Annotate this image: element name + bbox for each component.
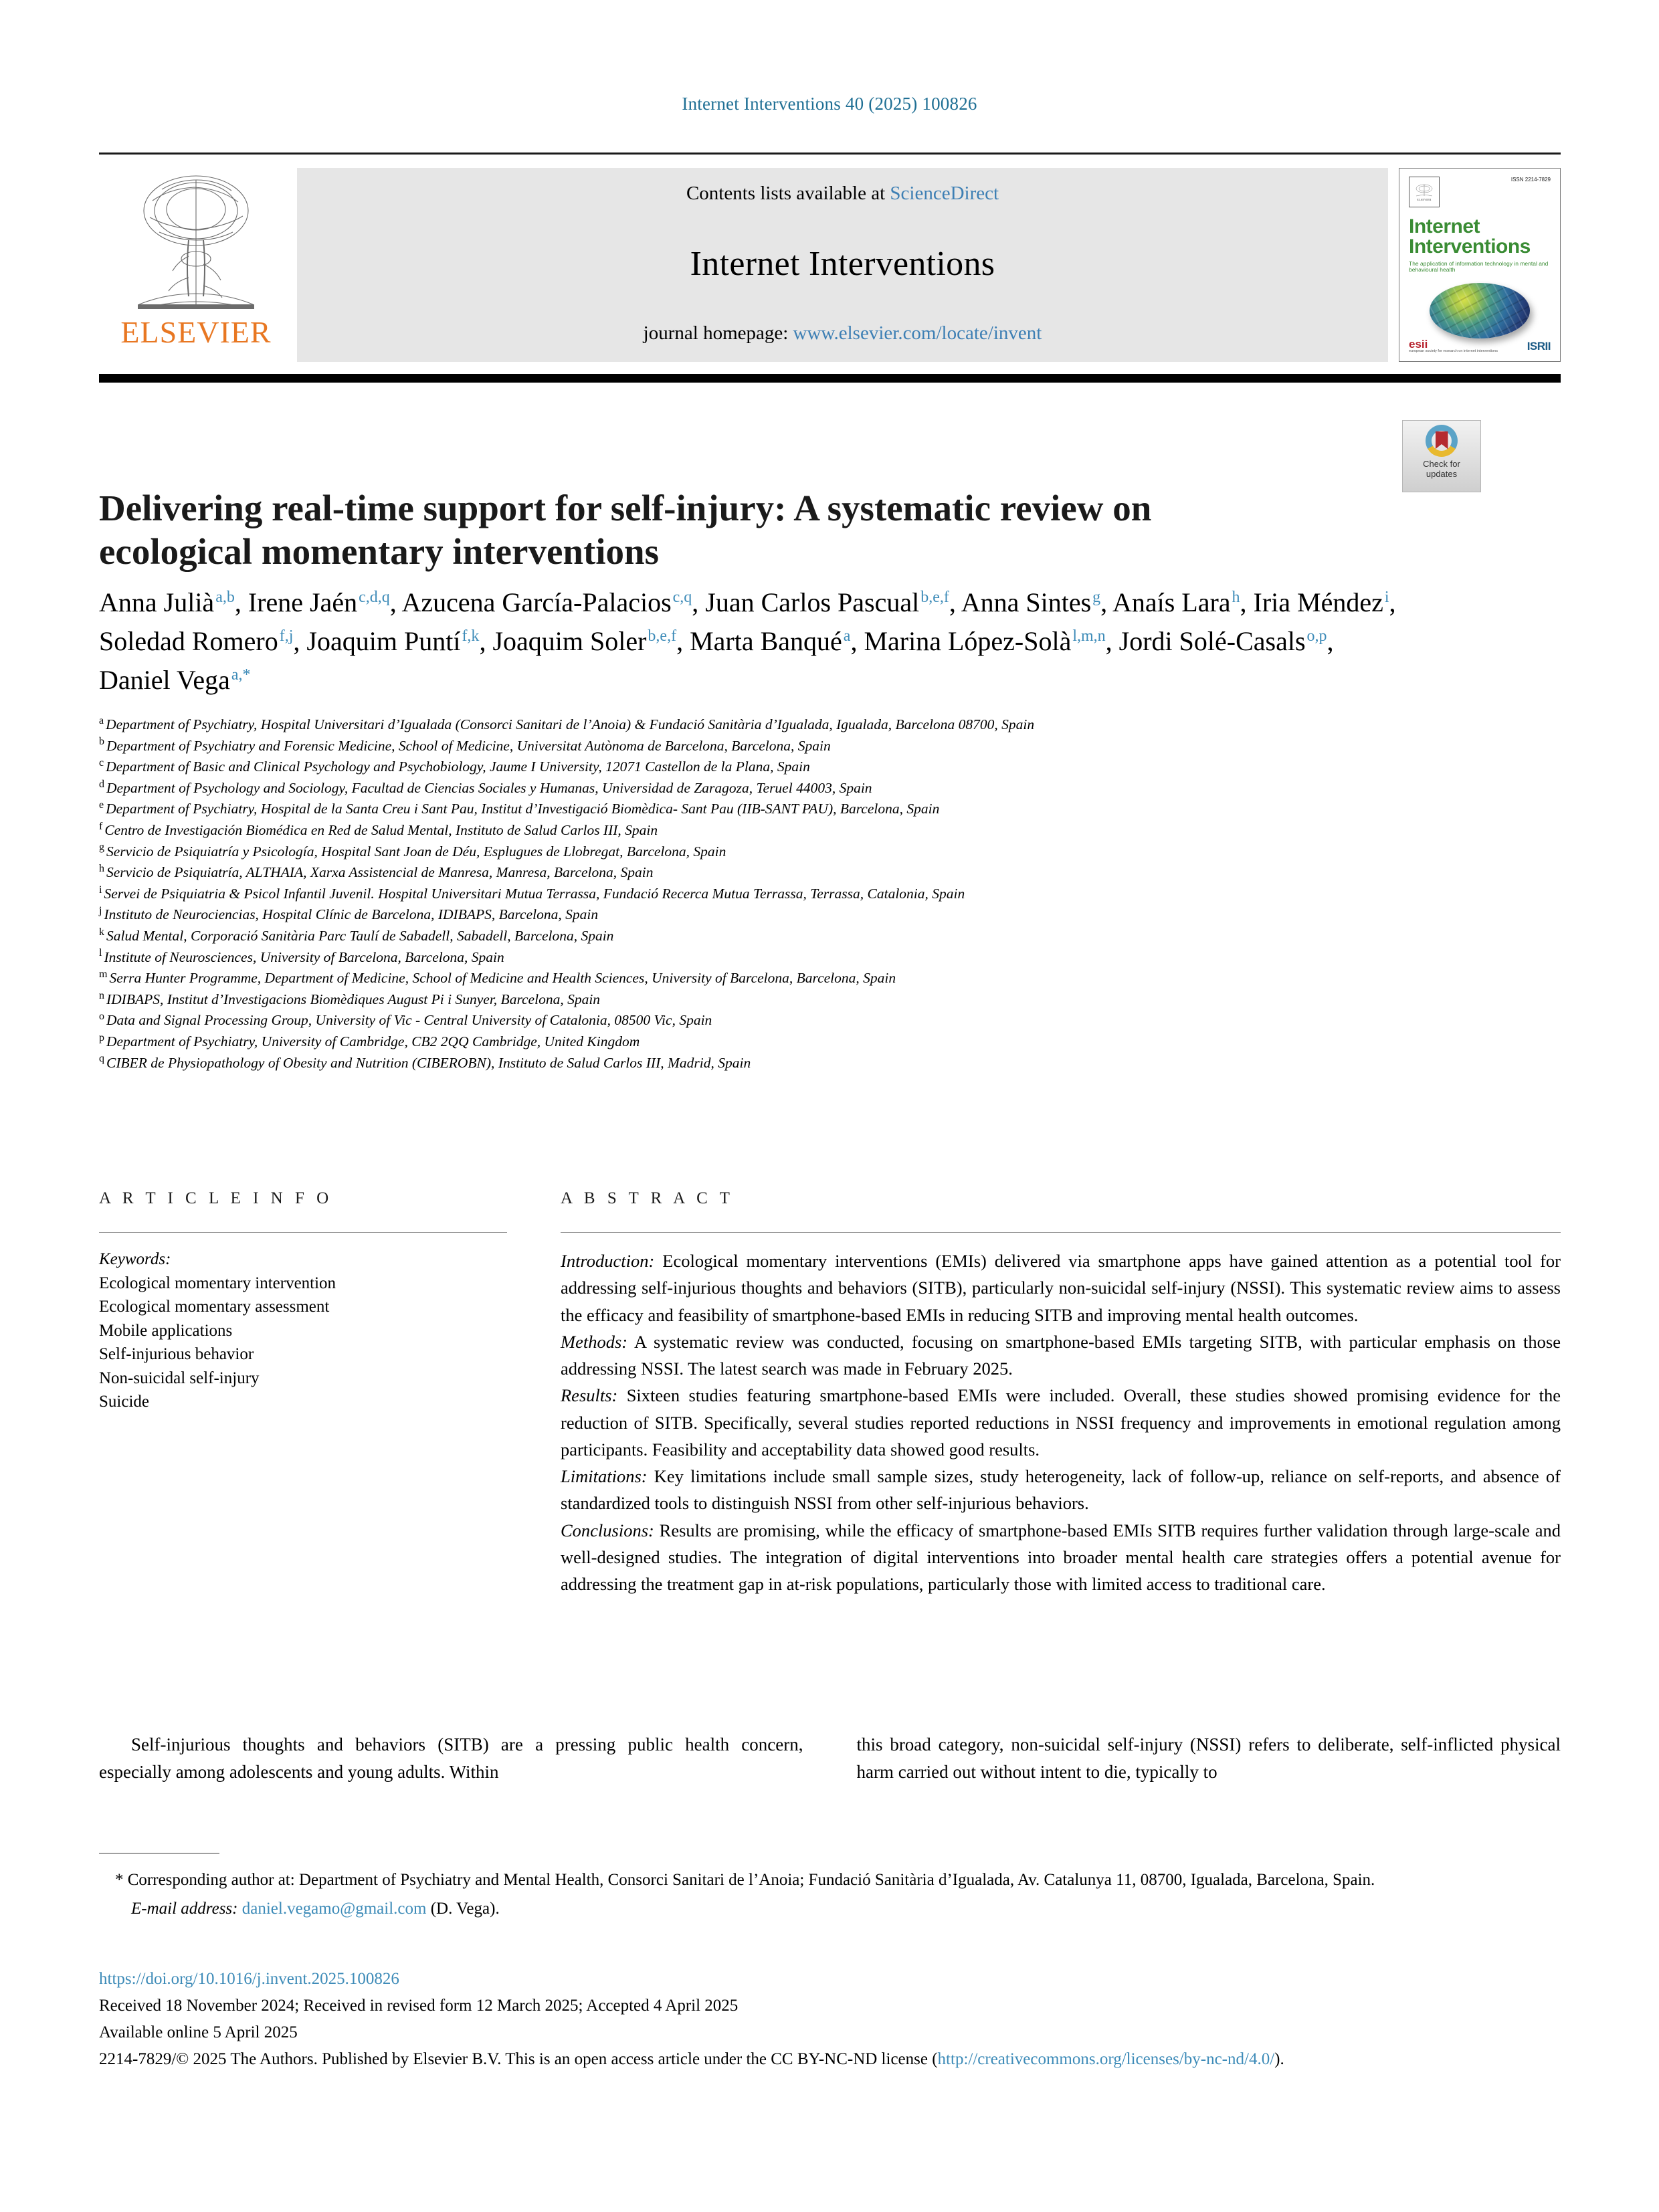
article-info-rule bbox=[99, 1232, 507, 1233]
elsevier-tree-icon bbox=[132, 171, 260, 314]
affiliation-item bbox=[99, 757, 1504, 778]
body-column-right bbox=[857, 1731, 1561, 1785]
abstract-section-text: Ecological momentary interventions (EMIs) delivered via smartphone apps have gained attention as a potential tool for addressing self-injurious thoughts and behaviors (SITB), particularly non-suicidal self-injury (NSSI). This systematic review aims to assess the efficacy and feasibility of smartphone-based EMIs in reducing SITB and improving mental health outcomes. bbox=[561, 1251, 1561, 1325]
abstract-column bbox=[561, 1189, 1561, 1597]
abstract-section-label: Limitations: bbox=[561, 1466, 648, 1487]
corresponding-author-footnote bbox=[99, 1868, 1561, 1921]
author-separator: , bbox=[1105, 626, 1119, 656]
affiliation-item bbox=[99, 862, 1504, 884]
affiliation-item bbox=[99, 926, 1504, 947]
author-name: Soledad Romero bbox=[99, 626, 278, 656]
crossmark-line2: updates bbox=[1426, 468, 1458, 479]
affiliation-item bbox=[99, 947, 1504, 969]
affiliation-marker: i bbox=[99, 884, 102, 896]
author-separator: , bbox=[692, 587, 706, 617]
crossmark-line1: Check for bbox=[1423, 459, 1460, 469]
affiliation-text: Servicio de Psiquiatría y Psicología, Hospital Sant Joan de Déu, Esplugues de Llobregat, Barcelona, Spain bbox=[106, 843, 726, 860]
author-separator: , bbox=[850, 626, 864, 656]
body-paragraph-right: this broad category, non-suicidal self-injury (NSSI) refers to deliberate, self-inflicted physical harm carried out without intent to die, typically to bbox=[856, 1734, 1561, 1782]
author-name: Jordi Solé-Casals bbox=[1118, 626, 1306, 656]
affiliation-text: IDIBAPS, Institut d’Investigacions Biomèdiques August Pi i Sunyer, Barcelona, Spain bbox=[106, 991, 601, 1007]
abstract-section-label: Results: bbox=[561, 1385, 618, 1406]
affiliation-marker: d bbox=[99, 778, 104, 790]
affiliation-marker: f bbox=[99, 820, 103, 832]
author-affiliation-marker: f,j bbox=[279, 627, 294, 645]
affiliation-item bbox=[99, 799, 1504, 820]
esii-logo bbox=[1409, 338, 1498, 354]
affiliation-item bbox=[99, 778, 1504, 799]
affiliation-marker: k bbox=[99, 926, 104, 938]
affiliation-item bbox=[99, 1031, 1504, 1053]
author-affiliation-marker: i bbox=[1384, 588, 1389, 606]
affiliation-marker: o bbox=[99, 1011, 104, 1023]
author-name: Anaís Lara bbox=[1112, 587, 1231, 617]
journal-masthead bbox=[99, 153, 1561, 383]
author-list bbox=[99, 583, 1410, 700]
cover-issn: ISSN 2214-7829 bbox=[1510, 177, 1551, 183]
affiliation-text: CIBER de Physiopathology of Obesity and Nutrition (CIBEROBN), Instituto de Salud Carlos III, Madrid, Spain bbox=[106, 1054, 751, 1071]
affiliation-item bbox=[99, 968, 1504, 989]
keywords-label: Keywords: bbox=[99, 1250, 171, 1268]
cover-title-line1: Internet bbox=[1409, 215, 1480, 237]
affiliation-text: Servei de Psiquiatria & Psicol Infantil Juvenil. Hospital Universitari Mutua Terrassa, Fundació Recerca Mutua Terrassa, Terrassa, Catalonia, Spain bbox=[104, 885, 965, 902]
license-link[interactable]: http://creativecommons.org/licenses/by-nc-nd/4.0/ bbox=[937, 2050, 1275, 2068]
author-separator: , bbox=[949, 587, 961, 617]
author-name: Irene Jaén bbox=[248, 587, 358, 617]
abstract-section-label: Methods: bbox=[561, 1331, 628, 1352]
author-affiliation-marker: l,m,n bbox=[1072, 627, 1106, 645]
journal-homepage-line bbox=[644, 322, 1042, 344]
author-affiliation-marker: a bbox=[843, 627, 851, 645]
elsevier-wordmark: ELSEVIER bbox=[120, 315, 272, 349]
affiliation-marker: h bbox=[99, 863, 104, 874]
affiliation-item bbox=[99, 904, 1504, 926]
author-name: Daniel Vega bbox=[99, 665, 230, 695]
masthead-top-rule bbox=[99, 153, 1561, 155]
doi-link[interactable]: https://doi.org/10.1016/j.invent.2025.100826 bbox=[99, 1970, 399, 1988]
journal-title: Internet Interventions bbox=[690, 244, 995, 283]
affiliation-marker: q bbox=[99, 1053, 104, 1065]
abstract-section bbox=[561, 1517, 1561, 1598]
copyright-text-before: 2214-7829/© 2025 The Authors. Published by Elsevier B.V. This is an open access article under the CC BY-NC-ND license ( bbox=[99, 2050, 938, 2068]
keyword-item: Ecological momentary intervention bbox=[99, 1274, 336, 1292]
author-name: Joaquim Soler bbox=[492, 626, 647, 656]
author-name: Iria Méndez bbox=[1253, 587, 1383, 617]
cover-title bbox=[1409, 217, 1551, 257]
author-separator: , bbox=[234, 587, 248, 617]
affiliation-marker: c bbox=[99, 757, 104, 769]
affiliation-item bbox=[99, 820, 1504, 841]
author-affiliation-marker: c,d,q bbox=[359, 588, 390, 606]
cover-tree-icon bbox=[1414, 183, 1434, 198]
affiliation-text: Department of Psychology and Sociology, Facultad de Ciencias Sociales y Humanas, Universidad de Zaragoza, Teruel 44003, Spain bbox=[106, 779, 872, 796]
author-name: Marta Banqué bbox=[690, 626, 842, 656]
affiliation-marker: j bbox=[99, 905, 102, 917]
affiliation-text: Department of Psychiatry, University of Cambridge, CB2 2QQ Cambridge, United Kingdom bbox=[106, 1033, 640, 1049]
affiliation-text: Institute of Neurosciences, University of Barcelona, Barcelona, Spain bbox=[104, 948, 504, 965]
copyright-line bbox=[99, 2047, 1561, 2072]
affiliation-item bbox=[99, 1010, 1504, 1031]
abstract-heading: A B S T R A C T bbox=[561, 1189, 734, 1207]
abstract-section bbox=[561, 1328, 1561, 1383]
keyword-item: Mobile applications bbox=[99, 1321, 233, 1340]
affiliation-text: Servicio de Psiquiatría, ALTHAIA, Xarxa Assistencial de Manresa, Manresa, Barcelona, Spain bbox=[106, 864, 654, 881]
cover-elsevier-word: ELSEVIER bbox=[1417, 197, 1432, 201]
author-separator: , bbox=[479, 626, 493, 656]
journal-homepage-link[interactable]: www.elsevier.com/locate/invent bbox=[793, 322, 1042, 344]
keyword-item: Suicide bbox=[99, 1393, 149, 1411]
author-affiliation-marker: f,k bbox=[462, 627, 480, 645]
cover-title-line2: Interventions bbox=[1409, 235, 1531, 258]
abstract-section bbox=[561, 1247, 1561, 1328]
body-column-left bbox=[99, 1731, 803, 1785]
affiliation-item bbox=[99, 841, 1504, 863]
author-affiliation-marker: o,p bbox=[1306, 627, 1327, 645]
esii-wordmark: esii bbox=[1409, 337, 1428, 350]
article-info-column bbox=[99, 1189, 507, 1414]
isrii-logo: ISRII bbox=[1527, 340, 1551, 353]
abstract-section-text: Sixteen studies featuring smartphone-based EMIs were included. Overall, these studies showed promising evidence for the reduction of SITB. Specifically, several studies reported reductions in NSSI frequency and improvements in emotional regulation among participants. Feasibility and acceptability data showed good results. bbox=[561, 1385, 1561, 1460]
elsevier-logo bbox=[99, 168, 293, 362]
author-name: Joaquim Puntí bbox=[306, 626, 461, 656]
cover-elsevier-mark-icon bbox=[1409, 177, 1440, 207]
email-link[interactable]: daniel.vegamo@gmail.com bbox=[241, 1900, 427, 1918]
journal-homepage-label: journal homepage: bbox=[643, 322, 793, 344]
affiliation-text: Department of Basic and Clinical Psychology and Psychobiology, Jaume I University, 12071 Castellon de la Plana, Spain bbox=[106, 759, 810, 775]
email-line bbox=[99, 1896, 1561, 1921]
affiliation-list bbox=[99, 714, 1504, 1074]
affiliation-text: Instituto de Neurociencias, Hospital Clínic de Barcelona, IDIBAPS, Barcelona, Spain bbox=[104, 906, 599, 923]
affiliation-marker: b bbox=[99, 736, 104, 748]
affiliation-item bbox=[99, 989, 1504, 1011]
affiliation-text: Data and Signal Processing Group, University of Vic - Central University of Catalonia, 08500 Vic, Spain bbox=[106, 1012, 712, 1029]
crossmark-label bbox=[1423, 460, 1460, 480]
affiliation-text: Department of Psychiatry, Hospital de la Santa Creu i Sant Pau, Institut d’Investigació Biomèdica- Sant Pau (IIB-SANT PAU), Barcelona, Spain bbox=[106, 801, 940, 817]
running-head: Internet Interventions 40 (2025) 100826 bbox=[682, 94, 977, 114]
affiliation-marker: g bbox=[99, 841, 104, 853]
abstract-section-label: Conclusions: bbox=[561, 1520, 654, 1540]
abstract-rule bbox=[561, 1232, 1561, 1233]
abstract-section-text: Results are promising, while the efficacy of smartphone-based EMIs SITB requires further validation through large-scale and well-designed studies. The integration of digital interventions into broader mental health care strategies offers a potential avenue for addressing the treatment gap in at-risk populations, particularly those with limited access to traditional care. bbox=[561, 1520, 1561, 1595]
affiliation-text: Salud Mental, Corporació Sanitària Parc Taulí de Sabadell, Sabadell, Barcelona, Spain bbox=[106, 927, 614, 944]
keywords-list bbox=[99, 1272, 507, 1414]
author-affiliation-marker: h bbox=[1232, 588, 1240, 606]
available-online-date: Available online 5 April 2025 bbox=[99, 2023, 298, 2041]
author-separator: , bbox=[1389, 587, 1396, 617]
affiliation-item bbox=[99, 736, 1504, 757]
affiliation-marker: m bbox=[99, 968, 108, 980]
author-affiliation-marker: c,q bbox=[672, 588, 692, 606]
keyword-item: Self-injurious behavior bbox=[99, 1345, 254, 1363]
received-dates: Received 18 November 2024; Received in revised form 12 March 2025; Accepted 4 April 2025 bbox=[99, 1997, 739, 2015]
esii-tagline: european society for research on internet interventions bbox=[1409, 348, 1498, 353]
abstract-section bbox=[561, 1382, 1561, 1463]
author-name: Anna Sintes bbox=[961, 587, 1092, 617]
sciencedirect-link[interactable]: ScienceDirect bbox=[890, 183, 999, 204]
author-separator: , bbox=[1240, 587, 1254, 617]
keyword-item: Non-suicidal self-injury bbox=[99, 1369, 260, 1387]
affiliation-item bbox=[99, 1053, 1504, 1074]
affiliation-text: Department of Psychiatry, Hospital Universitari d’Igualada (Consorci Sanitari de l’Anoia) & Fundació Sanitària d’Igualada, Igualada, Barcelona 08700, Spain bbox=[106, 716, 1035, 732]
abstract-section-label: Introduction: bbox=[561, 1251, 655, 1271]
author-name: Anna Julià bbox=[99, 587, 215, 617]
sciencedirect-banner bbox=[297, 168, 1388, 362]
journal-cover-thumbnail bbox=[1399, 168, 1561, 362]
author-name: Azucena García-Palacios bbox=[401, 587, 672, 617]
abstract-section bbox=[561, 1463, 1561, 1517]
crossmark-ring-icon bbox=[1426, 425, 1458, 457]
affiliation-text: Centro de Investigación Biomédica en Red de Salud Mental, Instituto de Salud Carlos III, Spain bbox=[104, 821, 658, 838]
affiliation-marker: e bbox=[99, 799, 104, 811]
affiliation-marker: p bbox=[99, 1031, 104, 1043]
abstract-body bbox=[561, 1247, 1561, 1597]
keyword-item: Ecological momentary assessment bbox=[99, 1298, 330, 1316]
affiliation-marker: l bbox=[99, 947, 102, 959]
body-paragraph-left: Self-injurious thoughts and behaviors (SITB) are a pressing public health concern, especially among adolescents and young adults. Within bbox=[99, 1734, 803, 1782]
article-info-heading: A R T I C L E I N F O bbox=[99, 1189, 333, 1207]
contents-available-text: Contents lists available at bbox=[686, 183, 890, 204]
author-affiliation-marker: a,* bbox=[231, 666, 251, 684]
cover-globe-graphic bbox=[1430, 283, 1530, 338]
article-title: Delivering real-time support for self-injury: A systematic review on ecological momentary interventions bbox=[99, 487, 1152, 573]
author-affiliation-marker: g bbox=[1092, 588, 1101, 606]
affiliation-item bbox=[99, 884, 1504, 905]
author-separator: , bbox=[676, 626, 690, 656]
affiliation-text: Serra Hunter Programme, Department of Medicine, School of Medicine and Health Sciences, University of Barcelona, Barcelona, Spain bbox=[109, 970, 896, 987]
author-name: Marina López-Solà bbox=[864, 626, 1072, 656]
copyright-text-after: ). bbox=[1274, 2050, 1284, 2068]
author-affiliation-marker: b,e,f bbox=[648, 627, 677, 645]
email-owner: (D. Vega). bbox=[430, 1900, 500, 1918]
author-separator: , bbox=[389, 587, 402, 617]
affiliation-marker: a bbox=[99, 714, 104, 726]
affiliation-text: Department of Psychiatry and Forensic Medicine, School of Medicine, Universitat Autònoma de Barcelona, Barcelona, Spain bbox=[106, 737, 831, 754]
abstract-section-text: A systematic review was conducted, focusing on smartphone-based EMIs targeting SITB, with particular emphasis on those addressing NSSI. The latest search was made in February 2025. bbox=[561, 1331, 1561, 1379]
contents-available-line bbox=[686, 183, 999, 205]
cover-subtitle: The application of information technology in mental and behavioural health bbox=[1409, 260, 1549, 274]
email-label: E-mail address: bbox=[131, 1900, 238, 1918]
author-affiliation-marker: a,b bbox=[215, 588, 235, 606]
page-footer bbox=[99, 1967, 1561, 2074]
masthead-bottom-rule bbox=[99, 374, 1561, 383]
affiliation-item bbox=[99, 714, 1504, 736]
author-separator: , bbox=[293, 626, 307, 656]
affiliation-marker: n bbox=[99, 989, 104, 1001]
abstract-section-text: Key limitations include small sample sizes, study heterogeneity, lack of follow-up, reliance on self-reports, and absence of standardized tools to distinguish NSSI from other self-injurious behaviors. bbox=[561, 1466, 1561, 1514]
body-columns bbox=[99, 1731, 1561, 1785]
author-affiliation-marker: b,e,f bbox=[920, 588, 949, 606]
author-name: Juan Carlos Pascual bbox=[705, 587, 920, 617]
author-separator: , bbox=[1327, 626, 1334, 656]
crossmark-badge[interactable] bbox=[1402, 420, 1481, 492]
crossmark-flag-icon bbox=[1436, 431, 1448, 449]
corresponding-author-text: * Corresponding author at: Department of Psychiatry and Mental Health, Consorci Sanitari de l’Anoia; Fundació Sanitària d’Igualada, Av. Catalunya 11, 08700, Igualada, Barcelona, Spain. bbox=[115, 1871, 1375, 1889]
author-separator: , bbox=[1100, 587, 1112, 617]
